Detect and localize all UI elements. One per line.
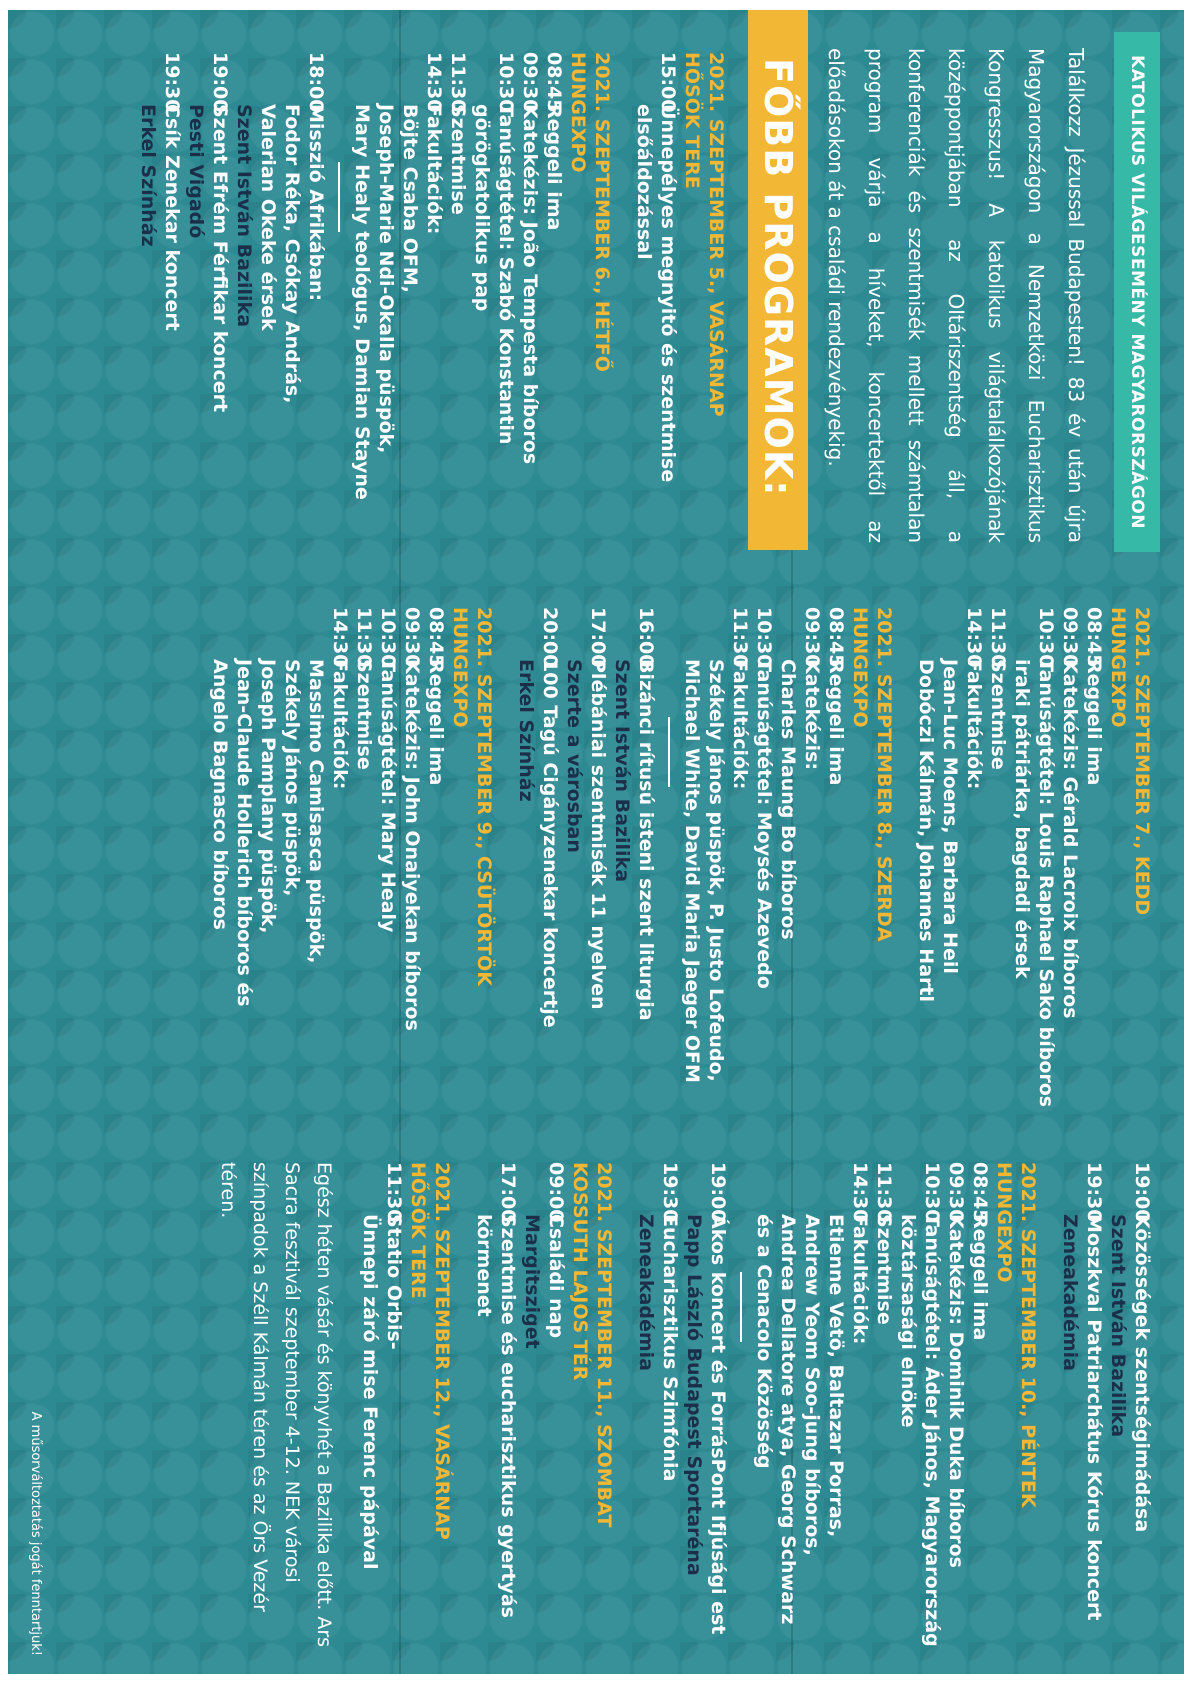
program-desc: Reggeli ima xyxy=(543,104,565,231)
program-venue: Szent István Bazilika xyxy=(611,659,633,883)
program-desc: Szentmise xyxy=(447,104,469,215)
program-desc: Szentmise és eucharisztikus gyertyás xyxy=(497,1214,519,1618)
program-row xyxy=(496,1162,520,1667)
program-time: 11:30 xyxy=(447,52,469,113)
program-venue: Pesti Vigadó xyxy=(185,104,207,239)
program-time: 09:00 xyxy=(545,1162,567,1223)
program-desc: Andrea Dellatore atya, Georg Schwarz xyxy=(777,1214,799,1625)
program-row xyxy=(728,607,752,1112)
program-venue: Papp László Budapest Sportaréna xyxy=(683,1214,705,1576)
program-time: 15:00 xyxy=(657,52,679,113)
program-row xyxy=(1034,607,1058,1112)
program-row xyxy=(610,607,634,1112)
program-row xyxy=(962,607,986,1112)
day-block xyxy=(136,52,728,557)
intro-text: Találkozz Jézussal Budapesten! 83 év után újra Magyarországon a Nemzetközi Eucharisztikus Kongresszus! A katolikus világtalálkozójának középpontjában az Oltáriszentség áll, a konferenciák és szentmisék mellett számtalan program várja a híveket, koncertektől az előadásokon át a családi rendezvényekig. xyxy=(824,48,1088,543)
panel-left xyxy=(8,10,1184,565)
day-date: 2021. SZEPTEMBER 12., VASÁRNAP xyxy=(431,1162,453,1540)
day-place: HUNGEXPO xyxy=(567,52,589,173)
program-desc: Andrew Yeom Soo-jung bíboros, xyxy=(801,1214,823,1556)
day-place: HŐSÖK TERE xyxy=(407,1162,429,1299)
program-row xyxy=(704,607,728,1112)
program-time: 11:30 xyxy=(729,607,751,668)
program-row xyxy=(872,1162,896,1667)
program-time: 19:00 xyxy=(209,52,231,113)
program-row xyxy=(1106,1162,1130,1667)
program-desc: Angelo Bagnasco bíboros xyxy=(209,659,231,930)
separator xyxy=(338,162,340,232)
program-row xyxy=(1130,1162,1154,1667)
program-row xyxy=(752,607,776,1112)
program-time: 11:30 xyxy=(987,607,1009,668)
program-time: 08:45 xyxy=(543,52,565,113)
program-time: 18:00 xyxy=(305,52,327,113)
program-desc: elsőáldozással xyxy=(633,104,655,260)
program-desc: Böjte Csaba OFM, xyxy=(399,104,421,293)
program-row xyxy=(280,52,304,557)
program-row xyxy=(160,52,184,557)
rotated-content xyxy=(8,10,1184,1674)
program-row xyxy=(398,52,422,557)
program-row xyxy=(634,607,658,1112)
program-desc: Plébániai szentmisék 11 nyelven xyxy=(587,659,609,1010)
program-row xyxy=(920,1162,944,1667)
program-desc: Bizánci rítusú isteni szent liturgia xyxy=(635,659,657,1021)
program-desc: Reggeli ima xyxy=(969,1214,991,1341)
program-row xyxy=(776,607,800,1112)
program-row xyxy=(494,52,518,557)
program-time: 19:30 xyxy=(659,1162,681,1223)
program-time: 11:30 xyxy=(873,1162,895,1223)
program-desc: Tanúságtétel: Mary Healy xyxy=(377,659,399,933)
program-time: 14:30 xyxy=(963,607,985,668)
program-row xyxy=(896,1162,920,1667)
program-time: 10:30 xyxy=(495,52,517,113)
program-row xyxy=(280,607,304,1112)
program-row xyxy=(542,52,566,557)
program-desc: Katekézis: John Onaiyekan bíboros xyxy=(401,659,423,1031)
day-date: 2021. SZEPTEMBER 7., KEDD xyxy=(1131,607,1153,916)
program-row xyxy=(800,607,824,1112)
program-time: 10:30 xyxy=(1035,607,1057,668)
program-row xyxy=(328,607,352,1112)
program-row xyxy=(968,1162,992,1667)
day-place: HUNGEXPO xyxy=(849,607,871,728)
program-row xyxy=(544,1162,568,1667)
page-title: FŐBB PROGRAMOK: xyxy=(748,10,808,550)
program-row xyxy=(400,607,424,1112)
program-desc: Massimo Camisasca püspök, xyxy=(305,659,327,964)
program-row xyxy=(472,1162,496,1667)
program-time: 14:30 xyxy=(423,52,445,113)
program-row xyxy=(1082,1162,1106,1667)
program-row xyxy=(304,607,328,1112)
program-desc: Fakultációk: xyxy=(423,104,445,235)
program-row xyxy=(538,607,562,1112)
program-desc: Tanúságtétel: Áder János, Magyarország xyxy=(921,1214,943,1647)
day-place: HUNGEXPO xyxy=(1107,607,1129,728)
program-row xyxy=(424,607,448,1112)
program-row xyxy=(520,1162,544,1667)
program-row xyxy=(800,1162,824,1667)
program-desc: Fakultációk: xyxy=(729,659,751,790)
program-desc: Katekézis: xyxy=(801,659,823,771)
program-row xyxy=(1010,607,1034,1112)
program-time: 17:00 xyxy=(497,1162,519,1223)
program-row xyxy=(358,1162,382,1667)
program-venue: Erkel Színház xyxy=(515,659,537,802)
program-desc: Szentmise xyxy=(353,659,375,770)
program-time: 08:45 xyxy=(969,1162,991,1223)
program-desc: Jean-Claude Hollerich bíboros és xyxy=(233,659,255,1007)
day-place: HUNGEXPO xyxy=(449,607,471,728)
program-time: 10:30 xyxy=(377,607,399,668)
program-desc: Moszkvai Patriarchátus Kórus koncert xyxy=(1083,1214,1105,1621)
program-row xyxy=(682,1162,706,1667)
day-date: 2021. SZEPTEMBER 9., CSÜTÖRTÖK xyxy=(473,607,495,987)
program-desc: Reggeli ima xyxy=(425,659,447,786)
program-row xyxy=(1082,607,1106,1112)
program-row xyxy=(470,52,494,557)
program-desc: Fakultációk: xyxy=(963,659,985,790)
program-time: 10:30 xyxy=(921,1162,943,1223)
program-row xyxy=(208,607,232,1112)
program-venue: Szerte a városban xyxy=(563,659,585,853)
separator xyxy=(740,1272,742,1342)
program-row xyxy=(632,52,656,557)
program-row xyxy=(848,1162,872,1667)
header-banner: KATOLIKUS VILÁGESEMÉNY MAGYARORSZÁGON xyxy=(1114,32,1160,552)
program-row xyxy=(1058,1162,1082,1667)
program-row xyxy=(944,1162,968,1667)
program-row xyxy=(184,52,208,557)
program-row xyxy=(680,607,704,1112)
program-desc: Tanúságtétel: Moysés Azevedo xyxy=(753,659,775,989)
program-time: 20:00 xyxy=(539,607,561,668)
program-venue: Margitsziget xyxy=(521,1214,543,1349)
footer-paragraph: Egész héten vásár és könyvhét a Bazilika előtt. Ars Sacra fesztivál szeptember 4-12. NEK városi színpadok a Széll Kálmán téren és az Örs Vezér téren. xyxy=(217,1162,335,1648)
program-desc: Szentmise xyxy=(873,1214,895,1325)
program-desc: Katekézis: Dominik Duka bíboros xyxy=(945,1214,967,1568)
program-desc: körmenet xyxy=(473,1214,495,1317)
program-row xyxy=(446,52,470,557)
program-row xyxy=(232,52,256,557)
program-row xyxy=(422,52,446,557)
program-time: 09:30 xyxy=(401,607,423,668)
program-desc: Közösségek szentségimádása xyxy=(1131,1214,1153,1533)
brochure-sheet xyxy=(8,10,1184,1674)
program-time: 08:45 xyxy=(425,607,447,668)
program-row xyxy=(350,52,374,557)
panel-middle xyxy=(8,565,1184,1120)
program-row xyxy=(304,52,328,557)
program-row xyxy=(518,52,542,557)
program-time: 19:30 xyxy=(1083,1162,1105,1223)
program-time: 16:00 xyxy=(635,607,657,668)
program-row xyxy=(938,607,962,1112)
program-desc: Szent Efrém Férfikar koncert xyxy=(209,104,231,413)
day-date: 2021. SZEPTEMBER 10., PÉNTEK xyxy=(1017,1162,1039,1508)
program-row xyxy=(136,52,160,557)
program-row xyxy=(562,607,586,1112)
panel-right xyxy=(8,1120,1184,1674)
program-desc: Családi nap xyxy=(545,1214,567,1339)
program-row xyxy=(752,1162,776,1667)
program-row xyxy=(656,52,680,557)
program-desc: Mary Healy teológus, Damian Stayne xyxy=(351,104,373,500)
program-row xyxy=(514,607,538,1112)
program-time: 09:30 xyxy=(801,607,823,668)
program-row xyxy=(232,607,256,1112)
program-row xyxy=(208,52,232,557)
program-time: 17:00 xyxy=(587,607,609,668)
program-venue: Szent István Bazilika xyxy=(1107,1214,1129,1438)
program-row xyxy=(634,1162,658,1667)
program-desc: Joseph-Marie Ndi-Okalla püspök, xyxy=(375,104,397,454)
program-desc: Misszió Afrikában: xyxy=(305,104,327,302)
program-desc: görögkatolikus pap xyxy=(471,104,493,312)
program-desc: Fakultációk: xyxy=(329,659,351,790)
program-time: 19:00 xyxy=(707,1162,729,1223)
program-desc: Reggeli ima xyxy=(1083,659,1105,786)
program-desc: Székely János püspök, P. Justo Lofeudo, xyxy=(705,659,727,1082)
program-venue: Zeneakadémia xyxy=(635,1214,657,1371)
program-desc: Tanúságtétel: Louis Raphael Sako bíboros xyxy=(1035,659,1057,1108)
program-time: 09:30 xyxy=(519,52,541,113)
program-row xyxy=(382,1162,406,1667)
program-time: 14:30 xyxy=(329,607,351,668)
program-desc: Szentmise xyxy=(987,659,1009,770)
program-time: 19:30 xyxy=(161,52,183,113)
program-row xyxy=(376,607,400,1112)
day-place: HŐSÖK TERE xyxy=(681,52,703,189)
program-time: 11:30 xyxy=(353,607,375,668)
day-date: 2021. SZEPTEMBER 5., VASÁRNAP xyxy=(705,52,727,417)
program-desc: Ákos koncert és ForrásPont Ifjúsági est xyxy=(707,1214,729,1635)
day-place: HUNGEXPO xyxy=(993,1162,1015,1283)
program-venue: Zeneakadémia xyxy=(1059,1214,1081,1371)
program-row xyxy=(776,1162,800,1667)
day-date: 2021. SZEPTEMBER 8., SZERDA xyxy=(873,607,895,942)
program-desc: Valerian Okeke érsek xyxy=(257,104,279,331)
separator xyxy=(668,717,670,787)
program-desc: Fakultációk: xyxy=(849,1214,871,1345)
program-time: 09:30 xyxy=(945,1162,967,1223)
program-desc: Jean-Luc Moens, Barbara Heil xyxy=(939,659,961,974)
program-row xyxy=(824,607,848,1112)
program-row xyxy=(824,1162,848,1667)
program-time: 14:30 xyxy=(849,1162,871,1223)
program-desc: köztársasági elnöke xyxy=(897,1214,919,1428)
program-desc: Statio Orbis- xyxy=(383,1214,405,1350)
program-time: 08:45 xyxy=(825,607,847,668)
program-time: 09:30 xyxy=(1059,607,1081,668)
day-date: 2021. SZEPTEMBER 6., HÉTFŐ xyxy=(591,52,613,372)
program-desc: Eucharisztikus Szimfónia xyxy=(659,1214,681,1482)
program-row xyxy=(1058,607,1082,1112)
day-place: KOSSUTH LAJOS TÉR xyxy=(569,1162,591,1381)
program-desc: Tanúságtétel: Szabó Konstantin xyxy=(495,104,517,445)
program-time: 10:30 xyxy=(753,607,775,668)
program-time: 19:00 xyxy=(1131,1162,1153,1223)
program-venue: Szent István Bazilika xyxy=(233,104,255,328)
program-desc: Etienne Vetö, Baltazar Porras, xyxy=(825,1214,847,1538)
program-desc: iraki pátriárka, bagdadi érsek xyxy=(1011,659,1033,979)
program-row xyxy=(986,607,1010,1112)
program-desc: Michael White, David Maria Jaeger OFM xyxy=(681,659,703,1083)
program-desc: Ünnepi záró mise Ferenc pápával xyxy=(359,1214,381,1570)
program-desc: Charles Maung Bo bíboros xyxy=(777,659,799,940)
program-row xyxy=(706,1162,730,1667)
program-time: 08:45 xyxy=(1083,607,1105,668)
program-venue: Erkel Színház xyxy=(137,104,159,247)
program-desc: Ünnepélyes megnyitó és szentmise xyxy=(657,104,679,483)
program-row xyxy=(658,1162,682,1667)
day-block xyxy=(212,1162,1154,1667)
program-desc: Dobóczi Kálmán, Johannes Hartl xyxy=(915,659,937,1002)
program-row xyxy=(586,607,610,1112)
program-desc: Katekézis: Gérald Lacroix bíboros xyxy=(1059,659,1081,1019)
program-desc: Fodor Réka, Csókay András, xyxy=(281,104,303,404)
program-time: 11:30 xyxy=(383,1162,405,1223)
day-block xyxy=(208,607,1154,1112)
day-date: 2021. SZEPTEMBER 11., SZOMBAT xyxy=(593,1162,615,1528)
disclaimer-note: A műsorváltoztatás jogát fenntartjuk! xyxy=(28,1411,43,1656)
program-desc: Csík Zenekar koncert xyxy=(161,104,183,331)
program-desc: és a Cenacolo Közösség xyxy=(753,1214,775,1469)
program-row xyxy=(352,607,376,1112)
program-desc: Joseph Pamplany püspök, xyxy=(257,659,279,934)
program-row xyxy=(914,607,938,1112)
program-row xyxy=(256,52,280,557)
program-row xyxy=(256,607,280,1112)
program-row xyxy=(374,52,398,557)
program-desc: Reggeli ima xyxy=(825,659,847,786)
program-desc: 100 Tagú Cigányzenekar koncertje xyxy=(539,659,561,1028)
program-desc: Székely János püspök, xyxy=(281,659,303,897)
program-desc: Katekézis: João Tempesta bíboros xyxy=(519,104,541,465)
